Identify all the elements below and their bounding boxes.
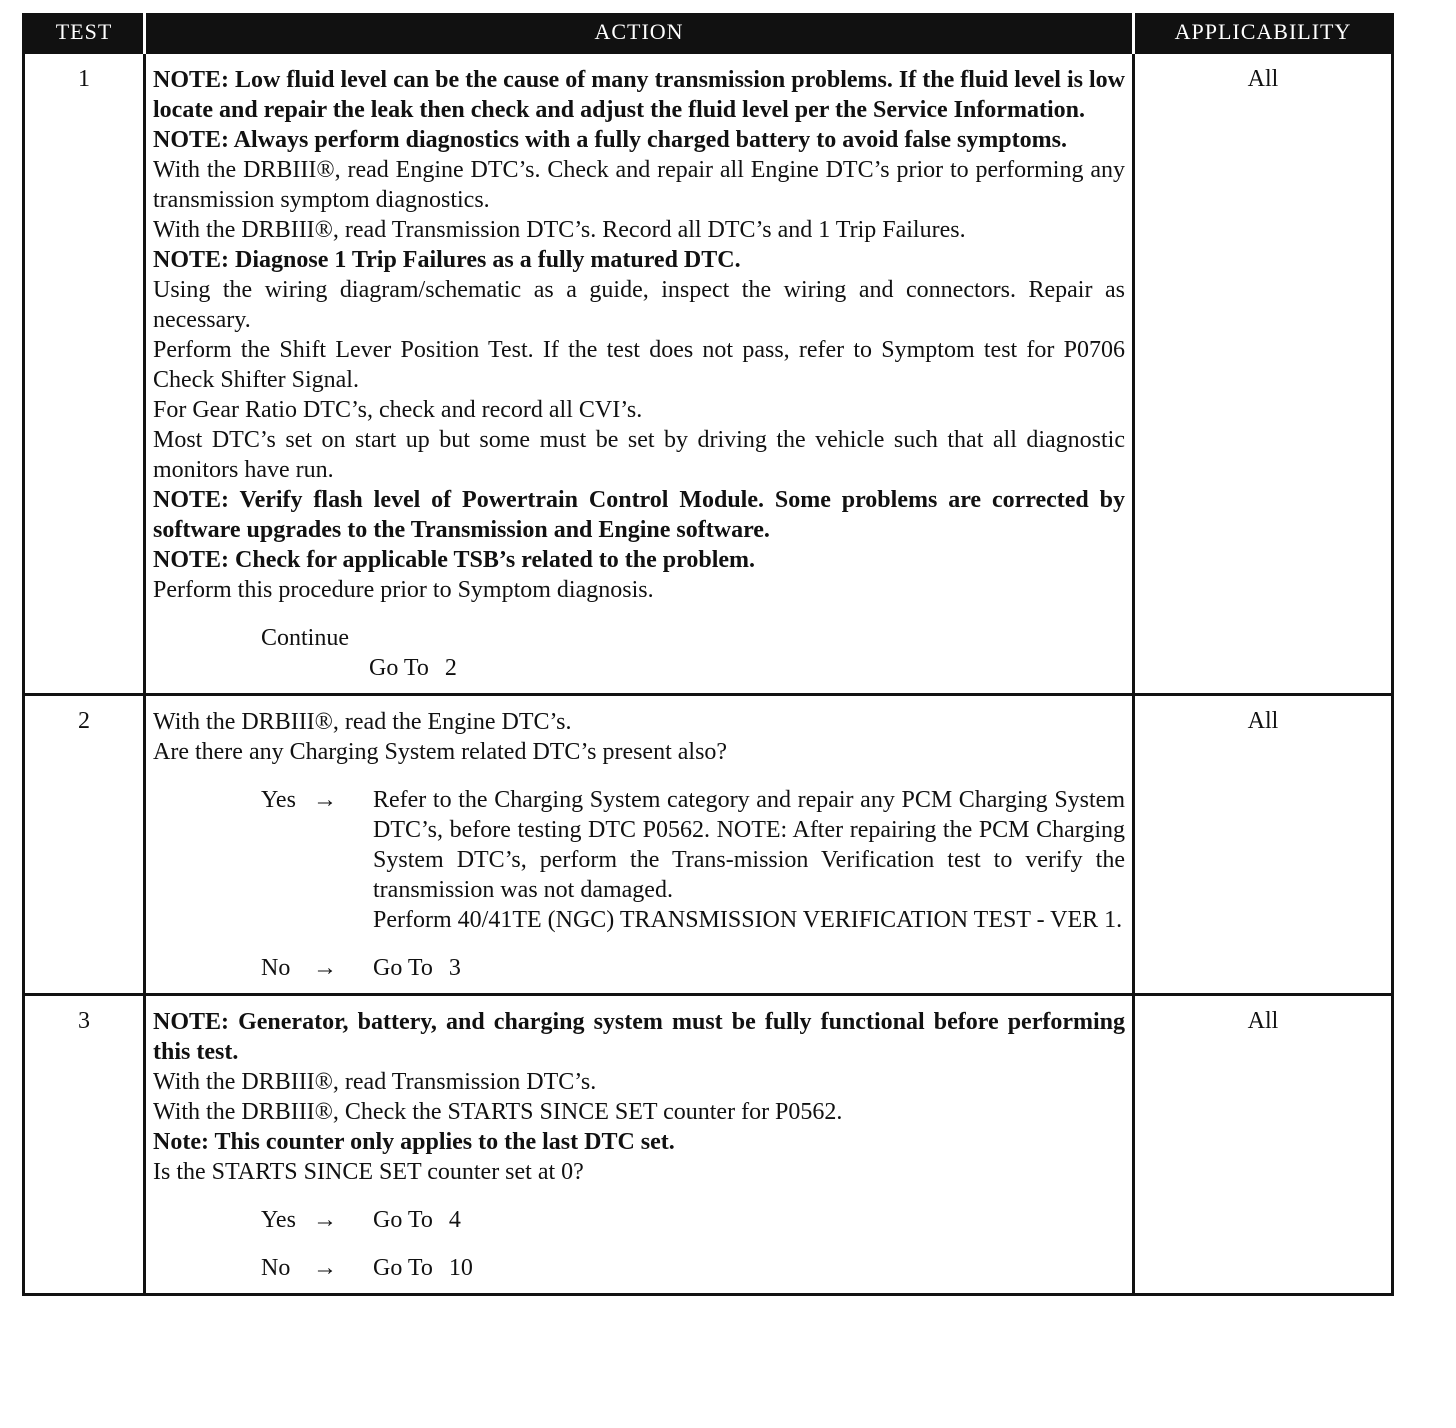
- spacer: [153, 767, 1125, 785]
- applicability-value: All: [1134, 995, 1393, 1295]
- action-cell: [145, 53, 1134, 695]
- no-goto[interactable]: [373, 1253, 1125, 1283]
- table-row: [24, 695, 1393, 995]
- header-applicability: APPLICABILITY: [1134, 13, 1393, 53]
- spacer: [153, 1187, 1125, 1205]
- test-number: 3: [24, 995, 145, 1295]
- header-test: TEST: [24, 13, 145, 53]
- yes-text: Refer to the Charging System category and repair any PCM Charging System DTC’s, before testing DTC P0562. NOTE: After repairing the PCM Charging System DTC’s, perform the Trans-mission Verification test to verify the transmission was not damaged.: [373, 787, 1125, 903]
- applicability-value: All: [1134, 695, 1393, 995]
- table-row: [24, 53, 1393, 695]
- action-line: NOTE: Always perform diagnostics with a fully charged battery to avoid false symptoms.: [153, 127, 1067, 153]
- test-number: 1: [24, 53, 145, 695]
- action-line: With the DRBIII®, Check the STARTS SINCE SET counter for P0562.: [153, 1099, 843, 1125]
- spacer: [153, 1235, 1125, 1253]
- action-line: With the DRBIII®, read Transmission DTC’s. Record all DTC’s and 1 Trip Failures.: [153, 217, 966, 243]
- yes-text-2: Perform 40/41TE (NGC) TRANSMISSION VERIFICATION TEST - VER 1.: [373, 907, 1123, 933]
- action-line: NOTE: Low fluid level can be the cause of many transmission problems. If the fluid level is low locate and repair the leak then check and adjust the fluid level per the Service Information.: [153, 67, 1125, 123]
- action-line: NOTE: Verify flash level of Powertrain Control Module. Some problems are corrected by software upgrades to the Transmission and Engine software.: [153, 487, 1125, 543]
- action-line: Are there any Charging System related DTC’s present also?: [153, 739, 728, 765]
- action-line: Using the wiring diagram/schematic as a guide, inspect the wiring and connectors. Repair as necessary.: [153, 277, 1125, 333]
- action-line: Is the STARTS SINCE SET counter set at 0?: [153, 1159, 584, 1185]
- goto-link[interactable]: [369, 653, 1125, 683]
- action-line: NOTE: Diagnose 1 Trip Failures as a fully matured DTC.: [153, 247, 741, 273]
- goto-label: Go To: [373, 1207, 433, 1233]
- no-goto[interactable]: [373, 953, 1125, 983]
- action-line: NOTE: Check for applicable TSB’s related to the problem.: [153, 547, 756, 573]
- action-line: Perform this procedure prior to Symptom diagnosis.: [153, 577, 654, 603]
- yes-instructions: [373, 785, 1125, 935]
- goto-label: Go To: [369, 655, 429, 681]
- right-arrow-icon: →: [313, 787, 337, 813]
- no-label: No: [261, 955, 291, 981]
- action-line: NOTE: Generator, battery, and charging system must be fully functional before performing this test.: [153, 1009, 1125, 1065]
- table-header: [24, 13, 1393, 53]
- action-line: With the DRBIII®, read Engine DTC’s. Check and repair all Engine DTC’s prior to performing any transmission symptom diagnostics.: [153, 157, 1125, 213]
- right-arrow-icon: →: [313, 955, 337, 981]
- action-line: Most DTC’s set on start up but some must be set by driving the vehicle such that all diagnostic monitors have run.: [153, 427, 1125, 483]
- continue-label: Continue: [261, 625, 349, 651]
- action-line: With the DRBIII®, read Transmission DTC’s.: [153, 1069, 597, 1095]
- goto-target: 10: [448, 1255, 473, 1281]
- yes-label: Yes: [261, 787, 296, 813]
- diagnostic-table: [22, 13, 1394, 1296]
- applicability-value: All: [1134, 53, 1393, 695]
- action-line: With the DRBIII®, read the Engine DTC’s.: [153, 709, 572, 735]
- table-body: [24, 53, 1393, 1295]
- action-line: For Gear Ratio DTC’s, check and record all CVI’s.: [153, 397, 643, 423]
- no-branch[interactable]: [261, 1253, 1125, 1283]
- action-line: Perform the Shift Lever Position Test. If the test does not pass, refer to Symptom test for P0706 Check Shifter Signal.: [153, 337, 1125, 393]
- goto-target: 2: [444, 655, 457, 681]
- goto-label: Go To: [373, 1255, 433, 1281]
- yes-label: Yes: [261, 1207, 296, 1233]
- spacer: [153, 935, 1125, 953]
- no-label: No: [261, 1255, 291, 1281]
- header-action: ACTION: [145, 13, 1134, 53]
- action-cell: [145, 995, 1134, 1295]
- no-branch[interactable]: [261, 953, 1125, 983]
- table-row: [24, 995, 1393, 1295]
- action-line: Note: This counter only applies to the last DTC set.: [153, 1129, 675, 1155]
- goto-target: 3: [448, 955, 461, 981]
- yes-branch[interactable]: [261, 1205, 1125, 1235]
- spacer: [153, 605, 1125, 623]
- action-cell: [145, 695, 1134, 995]
- right-arrow-icon: →: [313, 1255, 337, 1281]
- goto-label: Go To: [373, 955, 433, 981]
- header-row: [24, 13, 1393, 53]
- right-arrow-icon: →: [313, 1207, 337, 1233]
- goto-target: 4: [448, 1207, 461, 1233]
- yes-branch[interactable]: [261, 785, 1125, 935]
- yes-goto[interactable]: [373, 1205, 1125, 1235]
- test-number: 2: [24, 695, 145, 995]
